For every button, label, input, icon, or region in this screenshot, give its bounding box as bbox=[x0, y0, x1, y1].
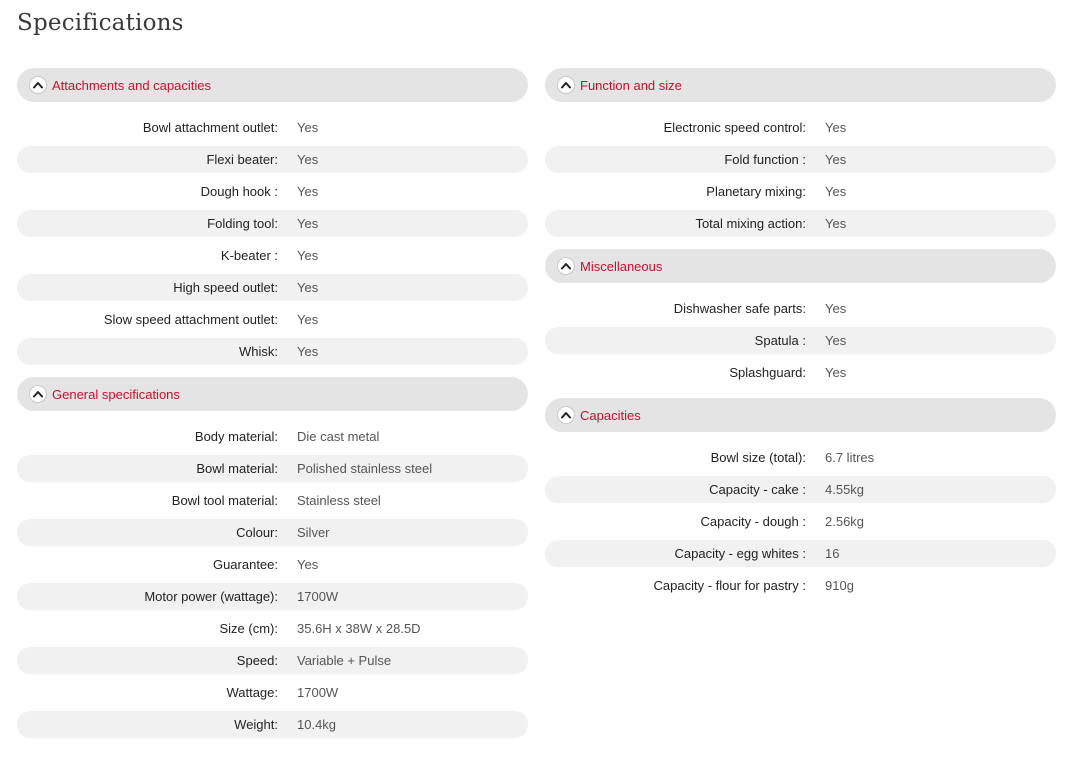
spec-value: Yes bbox=[297, 120, 319, 135]
spec-value: Yes bbox=[297, 216, 319, 231]
specs-column-right bbox=[545, 68, 1056, 611]
spec-row bbox=[17, 551, 528, 578]
spec-value: Yes bbox=[297, 344, 319, 359]
spec-label: Weight: bbox=[234, 717, 278, 732]
section-title: Function and size bbox=[580, 77, 682, 93]
section-header-miscellaneous[interactable] bbox=[545, 249, 1056, 283]
spec-value: Variable + Pulse bbox=[297, 653, 392, 668]
section-title: Miscellaneous bbox=[580, 258, 663, 274]
spec-value: 4.55kg bbox=[825, 482, 865, 497]
spec-row bbox=[545, 114, 1056, 141]
spec-row bbox=[545, 210, 1056, 237]
spec-rows bbox=[17, 102, 528, 377]
spec-label: Bowl size (total): bbox=[710, 450, 806, 465]
specs-column-left bbox=[17, 68, 528, 750]
spec-value: 35.6H x 38W x 28.5D bbox=[297, 621, 421, 636]
section-header-attachments-and-capacities[interactable] bbox=[17, 68, 528, 102]
spec-value: Die cast metal bbox=[297, 429, 380, 444]
spec-row bbox=[17, 114, 528, 141]
spec-value: Yes bbox=[825, 152, 847, 167]
spec-row bbox=[545, 146, 1056, 173]
spec-label: Splashguard: bbox=[729, 365, 806, 380]
spec-label: Capacity - flour for pastry : bbox=[653, 578, 806, 593]
chevron-up-icon[interactable] bbox=[29, 385, 47, 403]
spec-value: 1700W bbox=[297, 685, 339, 700]
spec-value: Yes bbox=[297, 280, 319, 295]
chevron-up-icon[interactable] bbox=[29, 76, 47, 94]
spec-section-general-specifications bbox=[17, 377, 528, 750]
spec-row bbox=[17, 519, 528, 546]
spec-value: Yes bbox=[297, 312, 319, 327]
spec-row bbox=[545, 476, 1056, 503]
spec-row bbox=[17, 242, 528, 269]
spec-row bbox=[17, 679, 528, 706]
spec-label: Total mixing action: bbox=[695, 216, 806, 231]
spec-label: Spatula : bbox=[754, 333, 806, 348]
spec-label: Speed: bbox=[236, 653, 278, 668]
spec-label: Electronic speed control: bbox=[663, 120, 806, 135]
chevron-up-icon[interactable] bbox=[557, 257, 575, 275]
spec-row bbox=[17, 146, 528, 173]
spec-label: Planetary mixing: bbox=[706, 184, 806, 199]
spec-value: 6.7 litres bbox=[825, 450, 875, 465]
spec-value: 910g bbox=[825, 578, 854, 593]
spec-value: Yes bbox=[825, 120, 847, 135]
spec-row bbox=[17, 583, 528, 610]
spec-section-miscellaneous bbox=[545, 249, 1056, 398]
spec-row bbox=[545, 295, 1056, 322]
spec-value: Yes bbox=[297, 184, 319, 199]
spec-value: 2.56kg bbox=[825, 514, 865, 529]
spec-label: Guarantee: bbox=[212, 557, 278, 572]
spec-value: 10.4kg bbox=[297, 717, 337, 732]
spec-value: Yes bbox=[297, 248, 319, 263]
spec-label: Dough hook : bbox=[200, 184, 278, 199]
spec-rows bbox=[545, 283, 1056, 398]
spec-row bbox=[545, 508, 1056, 535]
spec-value: Silver bbox=[297, 525, 330, 540]
spec-value: 1700W bbox=[297, 589, 339, 604]
spec-label: Capacity - cake : bbox=[709, 482, 806, 497]
spec-value: Yes bbox=[825, 216, 847, 231]
spec-label: K-beater : bbox=[220, 248, 278, 263]
spec-row bbox=[17, 711, 528, 738]
spec-label: Wattage: bbox=[226, 685, 278, 700]
spec-value: Yes bbox=[825, 184, 847, 199]
spec-label: Body material: bbox=[194, 429, 278, 444]
spec-row bbox=[17, 487, 528, 514]
spec-row bbox=[545, 540, 1056, 567]
chevron-up-icon[interactable] bbox=[557, 406, 575, 424]
spec-row bbox=[545, 178, 1056, 205]
spec-label: Slow speed attachment outlet: bbox=[103, 312, 278, 327]
section-title: General specifications bbox=[52, 386, 180, 402]
spec-row bbox=[545, 327, 1056, 354]
spec-row bbox=[17, 178, 528, 205]
spec-label: Size (cm): bbox=[219, 621, 278, 636]
spec-label: Colour: bbox=[236, 525, 278, 540]
spec-label: High speed outlet: bbox=[173, 280, 278, 295]
spec-row bbox=[17, 210, 528, 237]
spec-section-function-and-size bbox=[545, 68, 1056, 249]
section-header-general-specifications[interactable] bbox=[17, 377, 528, 411]
spec-label: Bowl material: bbox=[196, 461, 278, 476]
spec-label: Flexi beater: bbox=[206, 152, 278, 167]
spec-value: Yes bbox=[825, 365, 847, 380]
spec-row bbox=[17, 274, 528, 301]
spec-value: Yes bbox=[297, 557, 319, 572]
section-title: Capacities bbox=[580, 407, 641, 423]
spec-label: Whisk: bbox=[239, 344, 278, 359]
spec-label: Bowl attachment outlet: bbox=[142, 120, 278, 135]
spec-section-capacities bbox=[545, 398, 1056, 611]
spec-label: Folding tool: bbox=[207, 216, 278, 231]
spec-value: 16 bbox=[825, 546, 840, 561]
section-title: Attachments and capacities bbox=[52, 77, 211, 93]
spec-section-attachments-and-capacities bbox=[17, 68, 528, 377]
spec-row bbox=[545, 359, 1056, 386]
spec-value: Polished stainless steel bbox=[297, 461, 433, 476]
page-title: Specifications bbox=[17, 10, 184, 36]
spec-row bbox=[17, 455, 528, 482]
spec-rows bbox=[545, 102, 1056, 249]
spec-rows bbox=[545, 432, 1056, 611]
section-header-function-and-size[interactable] bbox=[545, 68, 1056, 102]
spec-row bbox=[545, 572, 1056, 599]
spec-label: Fold function : bbox=[724, 152, 806, 167]
spec-row bbox=[545, 444, 1056, 471]
spec-value: Stainless steel bbox=[297, 493, 381, 508]
spec-value: Yes bbox=[825, 333, 847, 348]
spec-row bbox=[17, 306, 528, 333]
spec-row bbox=[17, 647, 528, 674]
spec-rows bbox=[17, 411, 528, 750]
spec-label: Motor power (wattage): bbox=[144, 589, 278, 604]
spec-row bbox=[17, 615, 528, 642]
spec-row bbox=[17, 338, 528, 365]
spec-value: Yes bbox=[297, 152, 319, 167]
spec-value: Yes bbox=[825, 301, 847, 316]
spec-label: Capacity - dough : bbox=[700, 514, 806, 529]
spec-label: Bowl tool material: bbox=[171, 493, 278, 508]
spec-row bbox=[17, 423, 528, 450]
spec-label: Capacity - egg whites : bbox=[674, 546, 806, 561]
section-header-capacities[interactable] bbox=[545, 398, 1056, 432]
chevron-up-icon[interactable] bbox=[557, 76, 575, 94]
spec-label: Dishwasher safe parts: bbox=[673, 301, 806, 316]
